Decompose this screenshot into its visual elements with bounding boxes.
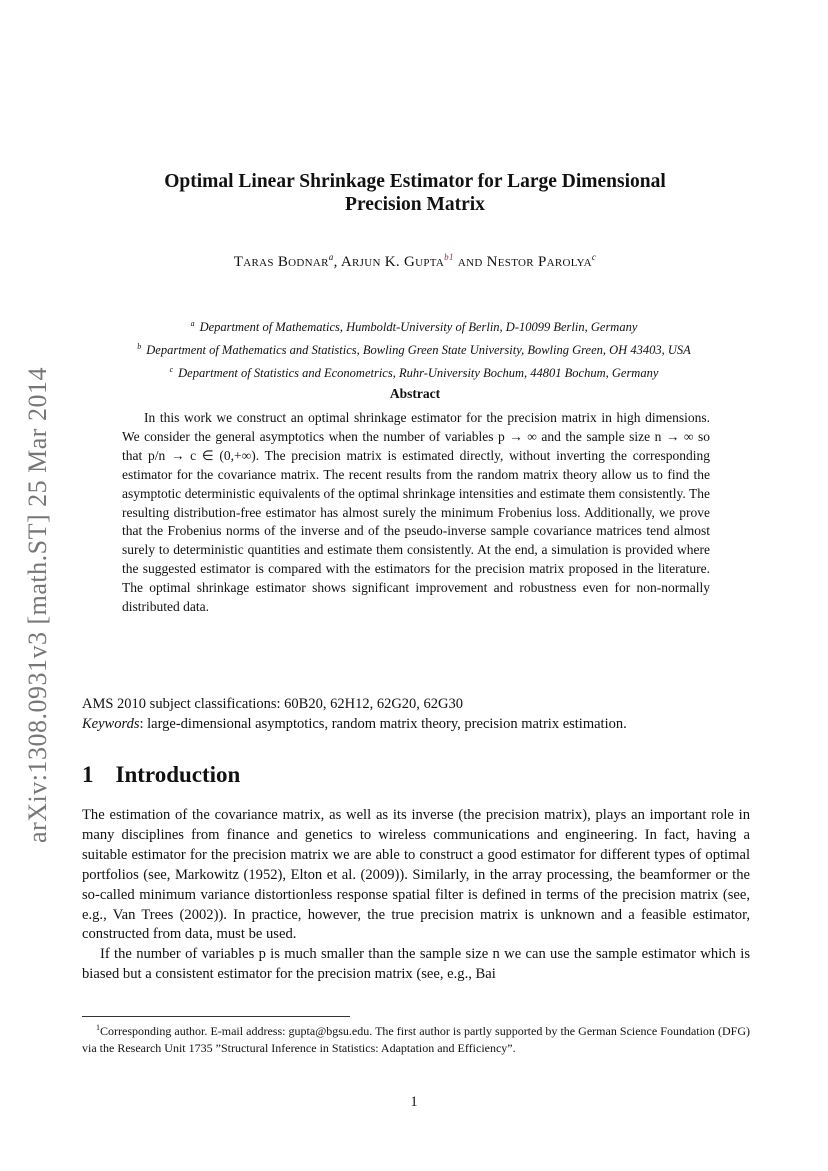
section-number: 1	[82, 762, 94, 787]
paragraph: The estimation of the covariance matrix, as well as its inverse (the precision matrix), plays an important role in many disciplines from finance and genetics to wireless communications and engineering. In fact, having a suitable estimator for the precision matrix we are able to construct a good estimator for different types of optimal portfolios (see, Markowitz (1952), Elton et al. (2009)). Similarly, in the array processing, the beamformer or the so-called minimum variance distortionless response spatial filter is defined in terms of the precision matrix (see, e.g., Van Trees (2002)). In practice, however, the true precision matrix is unknown and a feasible estimator, constructed from data, must be used.	[82, 807, 750, 943]
author-parolya: Nestor Parolya	[486, 254, 592, 270]
affiliations	[72, 314, 756, 383]
footnote-text: Corresponding author. E-mail address: gupta@bgsu.edu. The first author is partly supported by the German Science Foundation (DFG) via the Research Unit 1735 ”Structural Inference in Statistics: Adaptation and Efficiency”.	[82, 1024, 750, 1055]
author-bodnar: Taras Bodnar	[233, 254, 329, 270]
abstract-heading: Abstract	[389, 386, 441, 401]
ams-classification: AMS 2010 subject classifications: 60B20, 62H12, 62G20, 62G30	[82, 696, 464, 712]
author-separator: ,	[333, 254, 341, 270]
author-gupta-mark[interactable]: b1	[444, 252, 454, 262]
author-list	[100, 252, 730, 271]
affiliation-text: Department of Mathematics, Humboldt-University of Berlin, D-10099 Berlin, Germany	[199, 320, 638, 335]
classification-block	[82, 694, 750, 734]
paper-title	[100, 170, 730, 216]
author-separator: and	[453, 254, 487, 270]
arxiv-identifier-stamp	[10, 350, 66, 860]
footnote-rule	[82, 1016, 350, 1017]
abstract-body: In this work we construct an optimal shrinkage estimator for the precision matrix in high dimensions. We consider the general asymptotics when the number of variables p → ∞ and the sample size n → ∞ so that p/n → c ∈ (0,+∞). The precision matrix is estimated directly, without inverting the corresponding estimator for the covariance matrix. The recent results from the random matrix theory allow us to find the asymptotic deterministic equivalents of the optimal shrinkage intensities and estimate them consistently. The resulting distribution-free estimator has almost surely the minimum Frobenius loss. Additionally, we prove that the Frobenius norms of the inverse and of the pseudo-inverse sample covariance matrices tend almost surely to deterministic quantities and estimate them consistently. At the end, a simulation is provided where the suggested estimator is compared with the estimators for the precision matrix proposed in the literature. The optimal shrinkage estimator shows significant improvement and robustness even for non-normally distributed data.	[122, 410, 710, 615]
title-line-1: Optimal Linear Shrinkage Estimator for Large Dimensional	[164, 171, 666, 192]
author-bodnar-mark: a	[328, 252, 334, 262]
affiliation-a	[72, 314, 756, 337]
keywords-label: Keywords	[82, 716, 140, 732]
affiliation-text: Department of Statistics and Econometrics, Ruhr-University Bochum, 44801 Bochum, Germany	[178, 366, 659, 381]
section-title: Introduction	[115, 762, 241, 787]
affiliation-mark: a	[190, 319, 195, 328]
body-text	[82, 806, 750, 985]
footnote	[82, 1020, 750, 1056]
title-line-2: Precision Matrix	[345, 194, 485, 215]
author-parolya-mark: c	[591, 252, 597, 262]
affiliation-c	[72, 360, 756, 383]
affiliation-b	[72, 337, 756, 360]
keywords-line	[82, 714, 750, 734]
page-number: 1	[410, 1094, 418, 1110]
paragraph: If the number of variables p is much smaller than the sample size n we can use the sample estimator which is biased but a consistent estimator for the precision matrix (see, e.g., Bai	[82, 946, 750, 983]
arxiv-id-text: arXiv:1308.0931v3 [math.ST] 25 Mar 2014	[23, 367, 52, 843]
section-heading	[82, 762, 240, 788]
author-gupta: Arjun K. Gupta	[340, 254, 445, 270]
affiliation-text: Department of Mathematics and Statistics, Bowling Green State University, Bowling Green, OH 43403, USA	[146, 343, 691, 358]
affiliation-mark: b	[137, 342, 142, 352]
footnote-mark: 1	[96, 1023, 100, 1032]
keywords-text: : large-dimensional asymptotics, random matrix theory, precision matrix estimation.	[139, 716, 627, 732]
affiliation-mark: c	[169, 365, 174, 375]
